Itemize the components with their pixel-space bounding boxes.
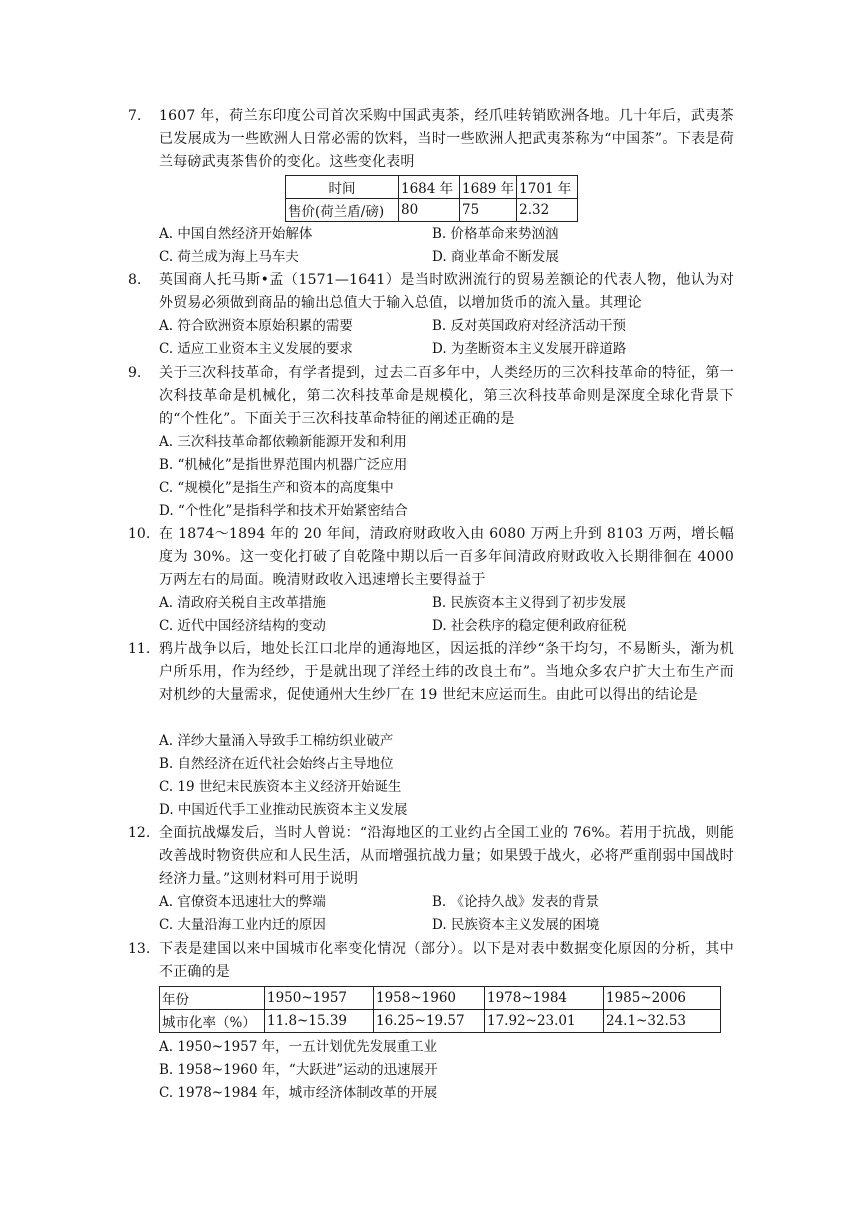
table-cell: 售价(荷兰盾/磅) [286,199,399,222]
question-number: 13. [128,941,151,957]
option-b[interactable]: B. 价格革命来势汹汹 [432,226,559,242]
table-cell: 1958~1960 [374,987,485,1010]
option-d[interactable]: D. 民族资本主义发展的困境 [432,917,600,933]
table-cell: 75 [460,199,517,222]
table-cell: 年份 [160,987,265,1010]
question-number: 11. [128,641,151,657]
option-a[interactable]: A. 1950~1957 年，一五计划优先发展重工业 [159,1039,438,1055]
table-header-row [160,987,721,1010]
question-stem: 全面抗战爆发后，当时人曾说：“沿海地区的工业约占全国工业的 76%。若用于抗战，则能改善战时物资供应和人民生活，从而增强抗战力量；如果毁于战火，必将严重削弱中国战时经济力量。”这则材料可用于说明 [159,825,734,887]
option-a[interactable]: A. 三次科技革命都依赖新能源开发和利用 [159,434,407,450]
question-number: 9. [128,365,142,381]
option-d[interactable]: D. 为垄断资本主义发展开辟道路 [432,341,627,357]
option-c[interactable]: C. 荷兰成为海上马车夫 [159,249,299,265]
option-d[interactable]: D. 商业革命不断发展 [432,249,559,265]
question-stem: 在 1874～1894 年的 20 年间，清政府财政收入由 6080 万两上升到 8103 万两，增长幅度为 30%。这一变化打破了自乾隆中期以后一百多年间清政府财政收入长期徘徊在 4000 万两左右的局面。晚清财政收入迅速增长主要得益于 [159,526,734,588]
option-d[interactable]: D. “个性化”是指科学和技术开始紧密结合 [159,503,408,519]
option-c[interactable]: C. “规模化”是指生产和资本的高度集中 [159,480,394,496]
option-b[interactable]: B. 民族资本主义得到了初步发展 [432,595,627,611]
table-cell: 1978~1984 [485,987,604,1010]
table-cell: 2.32 [517,199,578,222]
option-c[interactable]: C. 近代中国经济结构的变动 [159,618,326,634]
urbanization-table [159,986,721,1033]
option-a[interactable]: A. 中国自然经济开始解体 [159,226,313,242]
table-cell: 1985~2006 [604,987,721,1010]
tea-price-table [285,175,578,222]
question-number: 12. [128,825,151,841]
table-cell: 1684 年 [399,176,460,199]
table-cell: 24.1~32.53 [604,1010,721,1033]
option-d[interactable]: D. 中国近代手工业推动民族资本主义发展 [159,802,408,818]
option-b[interactable]: B. “机械化”是指世界范围内机器广泛应用 [159,457,408,473]
table-cell: 16.25~19.57 [374,1010,485,1033]
table-cell: 17.92~23.01 [485,1010,604,1033]
question-stem: 1607 年，荷兰东印度公司首次采购中国武夷茶，经爪哇转销欧洲各地。几十年后，武夷茶已发展成为一些欧洲人日常必需的饮料，当时一些欧洲人把武夷茶称为“中国茶”。下表是荷兰每磅武夷茶售价的变化。这些变化表明 [159,108,734,170]
question-stem: 鸦片战争以后，地处长江口北岸的通海地区，因运抵的洋纱“条干均匀，不易断头，渐为机户所乐用，作为经纱，于是就出现了洋经土纬的改良土布”。当地众多农户扩大土布生产而对机纱的大量需求，促使通州大生纱厂在 19 世纪末应运而生。由此可以得出的结论是 [159,641,734,703]
table-cell: 城市化率（%） [160,1010,265,1033]
option-b[interactable]: B. 自然经济在近代社会始终占主导地位 [159,756,394,772]
option-a[interactable]: A. 洋纱大量涌入导致手工棉纺织业破产 [159,733,394,749]
table-cell: 1950~1957 [265,987,374,1010]
question-number: 10. [128,526,151,542]
table-cell: 1689 年 [460,176,517,199]
table-cell: 时间 [286,176,399,199]
question-number: 8. [128,272,142,288]
option-c[interactable]: C. 1978~1984 年，城市经济体制改革的开展 [159,1085,438,1101]
table-cell: 11.8~15.39 [265,1010,374,1033]
table-row [286,199,578,222]
question-stem: 关于三次科技革命，有学者提到，过去二百多年中，人类经历的三次科技革命的特征，第一次科技革命是机械化，第二次科技革命是规模化，第三次科技革命则是深度全球化背景下的“个性化”。下面关于三次科技革命特征的阐述正确的是 [159,365,734,427]
option-b[interactable]: B. 1958~1960 年，“大跃进”运动的迅速展开 [159,1062,438,1078]
table-header-row [286,176,578,199]
option-a[interactable]: A. 符合欧洲资本原始积累的需要 [159,318,353,334]
option-c[interactable]: C. 大量沿海工业内迁的原因 [159,917,326,933]
option-d[interactable]: D. 社会秩序的稳定便利政府征税 [432,618,627,634]
question-stem: 英国商人托马斯•孟（1571—1641）是当时欧洲流行的贸易差额论的代表人物，他认为对外贸易必须做到商品的输出总值大于输入总值，以增加货币的流入量。其理论 [159,272,734,311]
option-c[interactable]: C. 适应工业资本主义发展的要求 [159,341,353,357]
question-number: 7. [128,108,142,124]
table-row [160,1010,721,1033]
option-a[interactable]: A. 官僚资本迅速壮大的弊端 [159,894,326,910]
option-c[interactable]: C. 19 世纪末民族资本主义经济开始诞生 [159,779,402,795]
option-b[interactable]: B. 《论持久战》发表的背景 [432,894,600,910]
option-b[interactable]: B. 反对英国政府对经济活动干预 [432,318,627,334]
question-stem: 下表是建国以来中国城市化率变化情况（部分）。以下是对表中数据变化原因的分析，其中不正确的是 [159,941,734,980]
table-cell: 1701 年 [517,176,578,199]
table-cell: 80 [399,199,460,222]
option-a[interactable]: A. 清政府关税自主改革措施 [159,595,326,611]
